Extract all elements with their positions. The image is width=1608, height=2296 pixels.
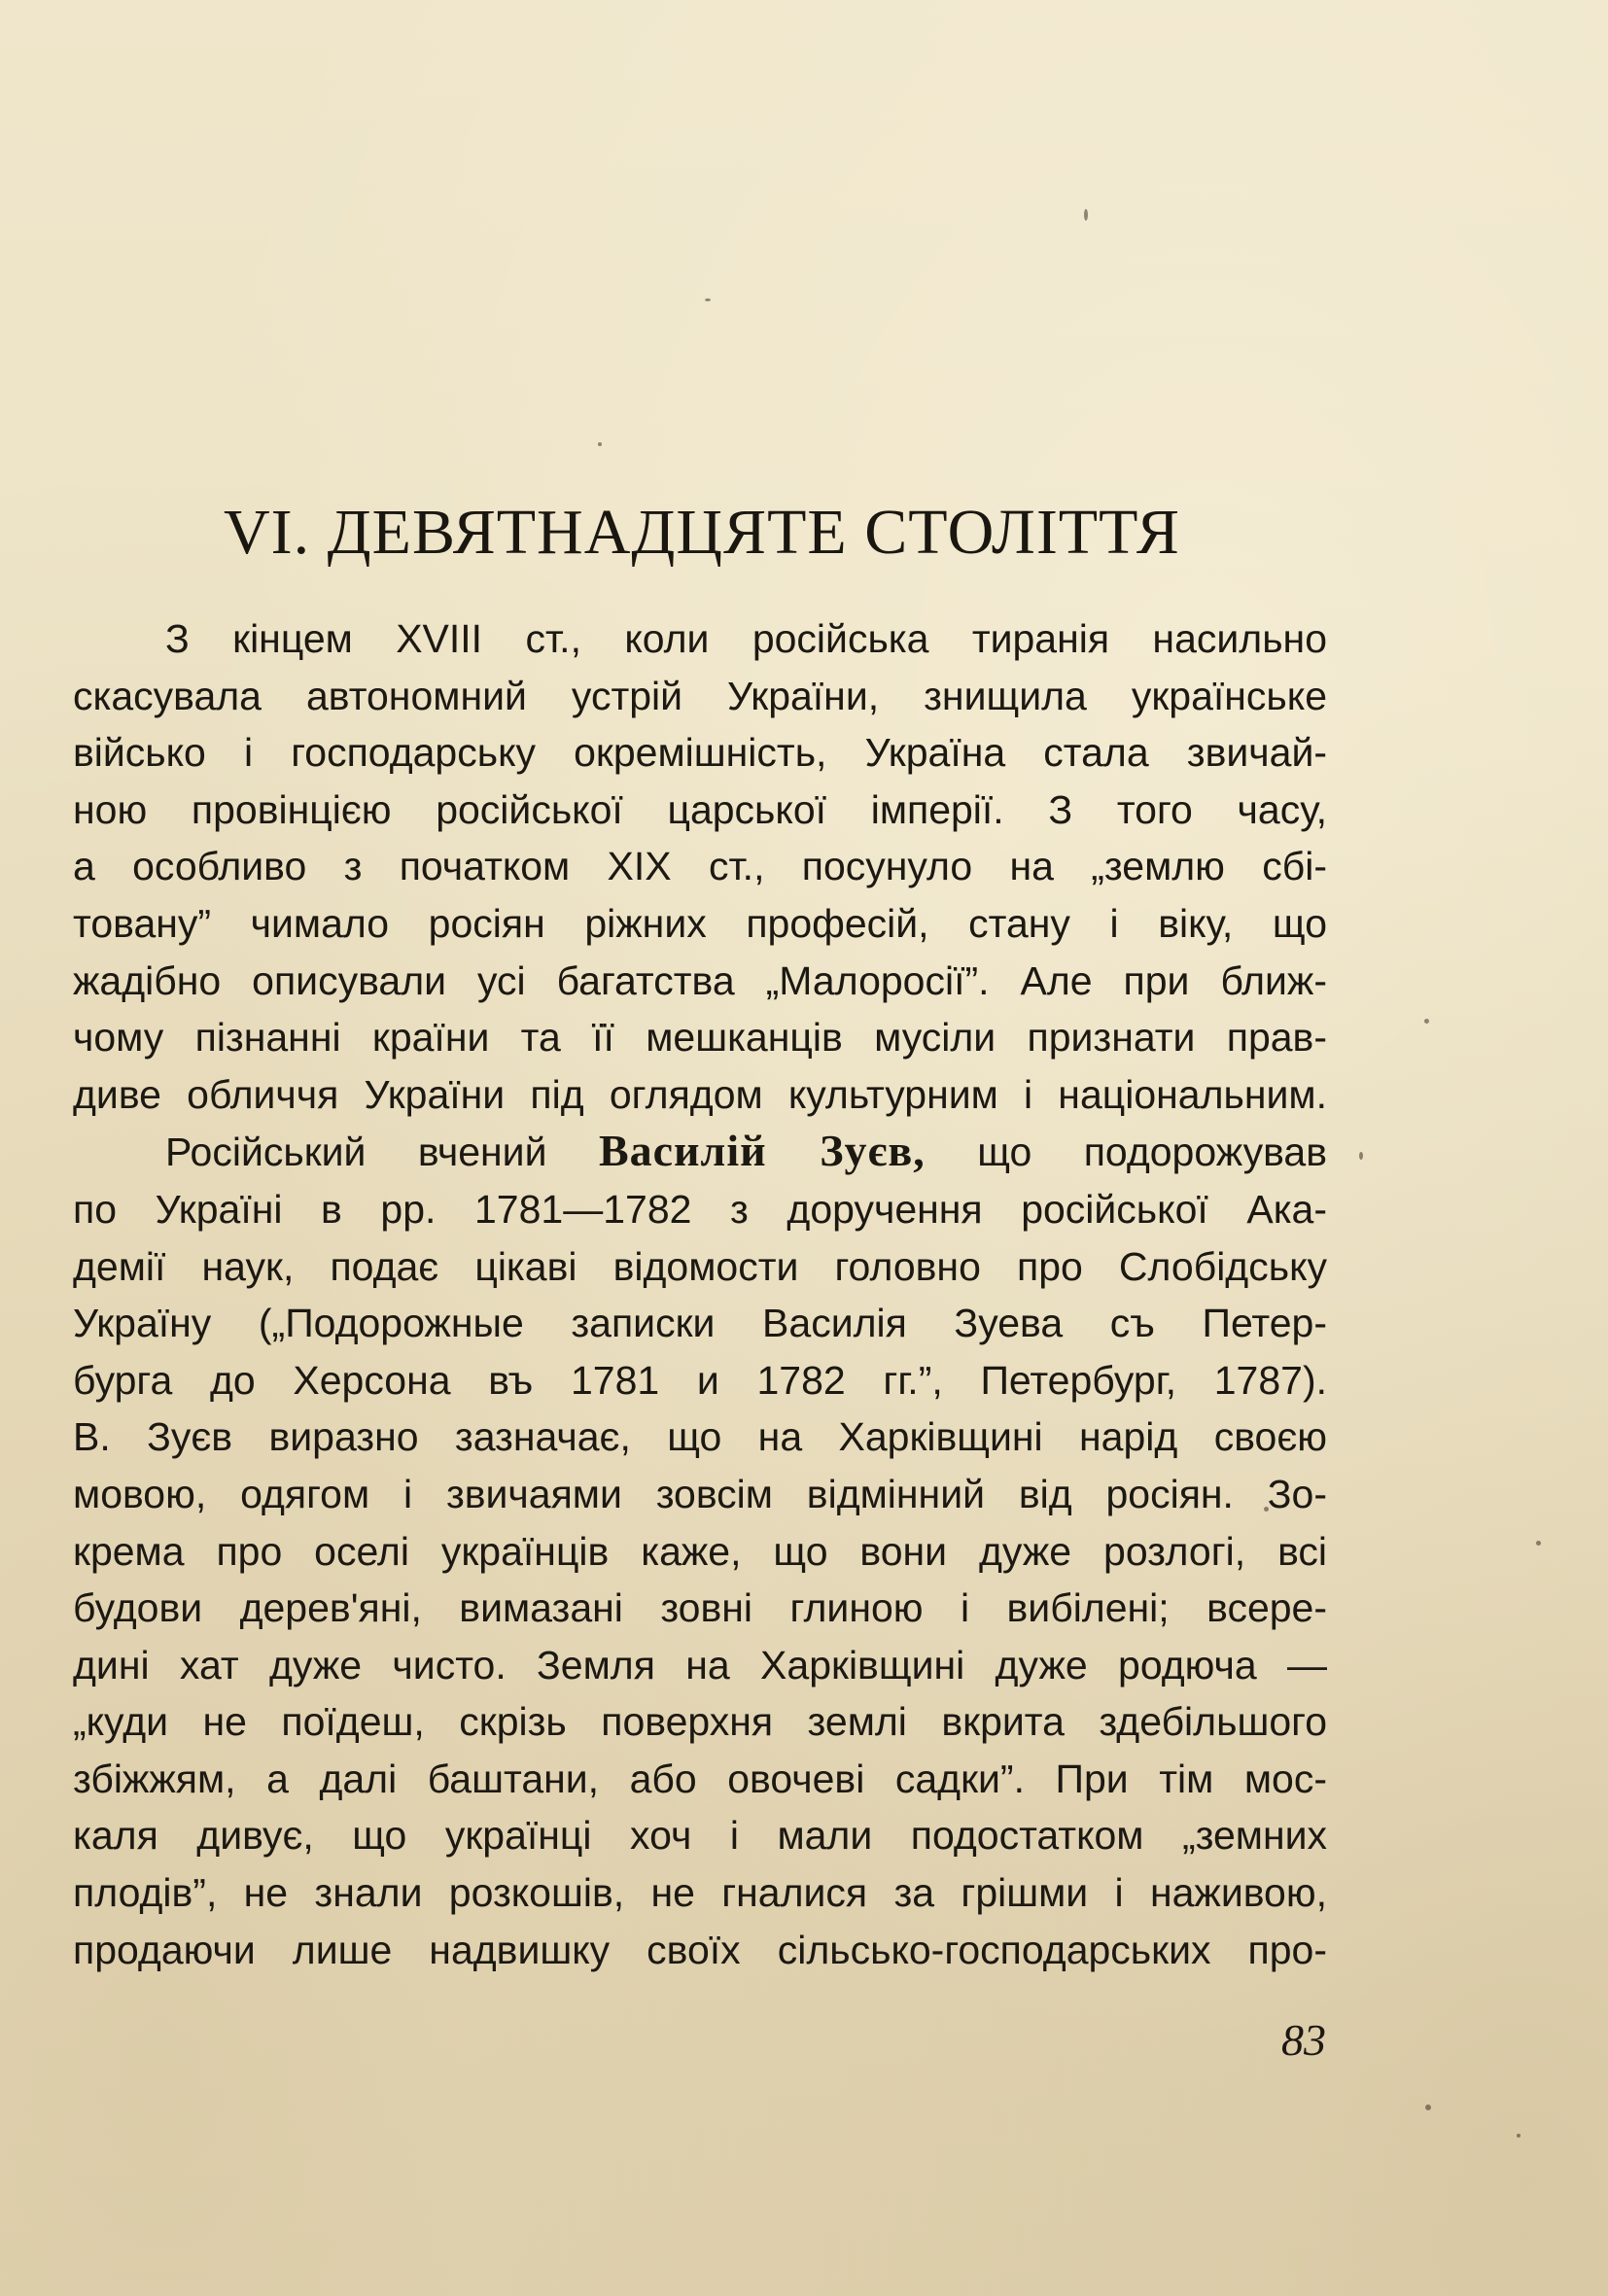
text-line: плодів”, не знали розкошів, не гналися за грішми і наживою, — [73, 1870, 1327, 1916]
chapter-title: VI. ДЕВЯТНАДЦЯТЕ СТОЛІТТЯ — [224, 497, 1180, 568]
text-line: З кінцем XVIII ст., коли російська тиранія насильно — [165, 616, 1327, 661]
text-line: скасувала автономний устрій України, знищила українське — [73, 673, 1327, 718]
text-line: по Україні в рр. 1781—1782 з доручення російської Ака- — [73, 1186, 1327, 1232]
paragraph-1 — [73, 610, 1327, 1123]
text-line: товану” чимало росіян ріжних професій, стану і віку, що — [73, 900, 1327, 946]
body-text — [73, 610, 1327, 1978]
text-line: демії наук, подає цікаві відомости головно про Слобідську — [73, 1243, 1327, 1289]
paper-speck — [1517, 2134, 1521, 2138]
text-line: ною провінцією російської царської імперії. З того часу, — [73, 786, 1327, 832]
text-line: дині хат дуже чисто. Земля на Харківщині дуже родюча — — [73, 1642, 1327, 1687]
text-line: продаючи лише надвишку своїх сільсько-господарських про- — [73, 1927, 1327, 1972]
text-line: бурга до Херсона въ 1781 и 1782 гг.”, Петербург, 1787). — [73, 1357, 1327, 1403]
paper-speck — [705, 298, 711, 301]
text-line: каля дивує, що українці хоч і мали подостатком „земних — [73, 1813, 1327, 1859]
paper-speck — [1084, 209, 1088, 221]
paper-speck — [1425, 2105, 1431, 2110]
text-fragment: Російський вчений — [165, 1130, 547, 1175]
text-line — [73, 1123, 1327, 1181]
paragraph-2 — [73, 1123, 1327, 1978]
text-line: диве обличчя України під оглядом культурним і національним. — [73, 1071, 1327, 1117]
text-line: збіжжям, а далі баштани, або овочеві садки”. При тім мос- — [73, 1756, 1327, 1801]
text-line: військо і господарську окремішність, Україна стала звичай- — [73, 730, 1327, 776]
text-line: жадібно описували усі багатства „Малоросії”. Але при ближ- — [73, 957, 1327, 1003]
text-line: а особливо з початком XIX ст., посунуло на „землю сбі- — [73, 844, 1327, 889]
text-line: мовою, одягом і звичаями зовсім відмінний від росіян. Зо- — [73, 1471, 1327, 1516]
page-number: 83 — [1281, 2015, 1326, 2065]
paper-speck — [1424, 1019, 1429, 1024]
text-line: В. Зуєв виразно зазначає, що на Харківщині нарід своєю — [73, 1414, 1327, 1460]
text-line: крема про оселі українців каже, що вони дуже розлогі, всі — [73, 1528, 1327, 1574]
text-line: будови дерев'яні, вимазані зовні глиною і вибілені; всере- — [73, 1585, 1327, 1631]
person-name: Василій Зуєв, — [598, 1126, 926, 1176]
text-line: „куди не поїдеш, скрізь поверхня землі вкрита здебільшого — [73, 1699, 1327, 1745]
text-line: чому пізнанні країни та її мешканців мусіли признати прав- — [73, 1015, 1327, 1061]
text-fragment: що подорожував — [977, 1130, 1327, 1175]
paper-speck — [1536, 1541, 1541, 1546]
paper-speck — [598, 442, 602, 446]
paper-speck — [1359, 1152, 1363, 1160]
text-line: Україну („Подорожные записки Василія Зуева съ Петер- — [73, 1301, 1327, 1346]
